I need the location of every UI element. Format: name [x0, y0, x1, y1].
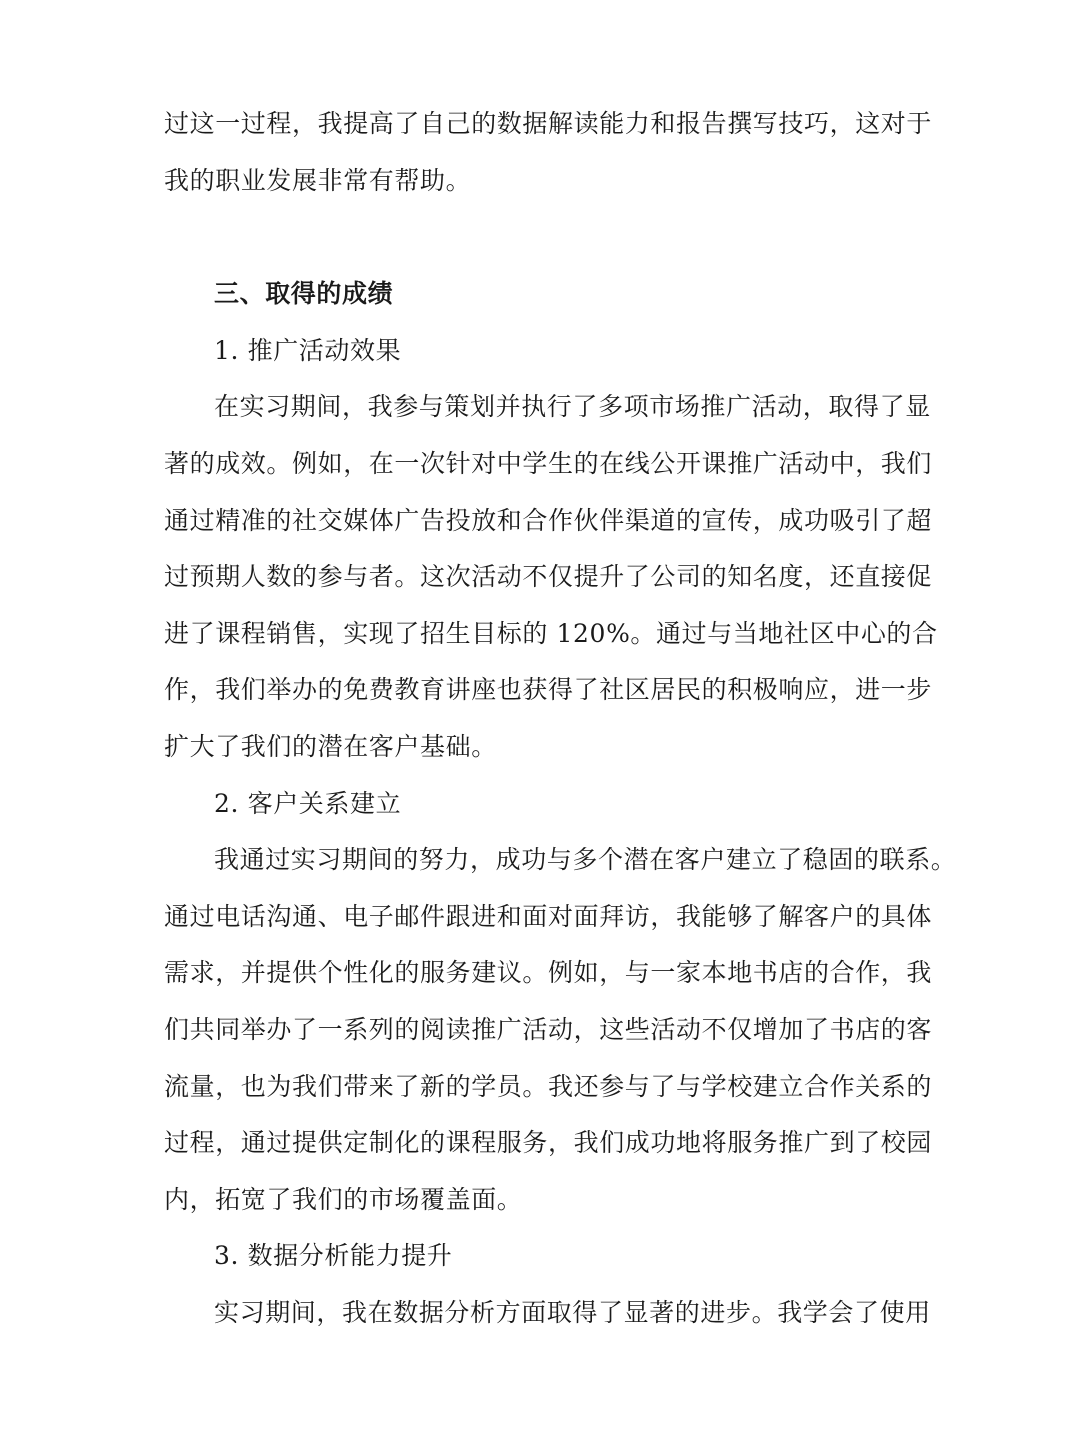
- paragraph-1-line-4: 过预期人数的参与者。这次活动不仅提升了公司的知名度，还直接促: [164, 562, 933, 591]
- subsection-2-title: 2. 客户关系建立: [214, 789, 402, 818]
- paragraph-1-line-3: 通过精准的社交媒体广告投放和合作伙伴渠道的宣传，成功吸引了超: [164, 506, 933, 535]
- paragraph-2-line-6: 过程，通过提供定制化的课程服务，我们成功地将服务推广到了校园: [164, 1128, 933, 1157]
- paragraph-1-line-7: 扩大了我们的潜在客户基础。: [164, 732, 497, 761]
- subsection-1-title: 1. 推广活动效果: [214, 336, 402, 365]
- paragraph-2-line-4: 们共同举办了一系列的阅读推广活动，这些活动不仅增加了书店的客: [164, 1015, 933, 1044]
- intro-line-2: 我的职业发展非常有帮助。: [164, 166, 472, 195]
- paragraph-2-line-2: 通过电话沟通、电子邮件跟进和面对面拜访，我能够了解客户的具体: [164, 902, 933, 931]
- paragraph-3-line-1: 实习期间，我在数据分析方面取得了显著的进步。我学会了使用: [214, 1298, 931, 1327]
- paragraph-1-line-1: 在实习期间，我参与策划并执行了多项市场推广活动，取得了显: [214, 392, 931, 421]
- section-heading: 三、取得的成绩: [214, 279, 394, 308]
- subsection-3-title: 3. 数据分析能力提升: [214, 1241, 453, 1270]
- paragraph-2-line-7: 内，拓宽了我们的市场覆盖面。: [164, 1185, 523, 1214]
- paragraph-2-line-3: 需求，并提供个性化的服务建议。例如，与一家本地书店的合作，我: [164, 958, 933, 987]
- paragraph-2-line-1: 我通过实习期间的努力，成功与多个潜在客户建立了稳固的联系。: [214, 845, 957, 874]
- paragraph-2-line-5: 流量，也为我们带来了新的学员。我还参与了与学校建立合作关系的: [164, 1072, 933, 1101]
- paragraph-1-line-2: 著的成效。例如，在一次针对中学生的在线公开课推广活动中，我们: [164, 449, 933, 478]
- paragraph-1-line-5: 进了课程销售，实现了招生目标的 120%。通过与当地社区中心的合: [164, 619, 938, 648]
- paragraph-1-line-6: 作，我们举办的免费教育讲座也获得了社区居民的积极响应，进一步: [164, 675, 933, 704]
- intro-line-1: 过这一过程，我提高了自己的数据解读能力和报告撰写技巧，这对于: [164, 109, 933, 138]
